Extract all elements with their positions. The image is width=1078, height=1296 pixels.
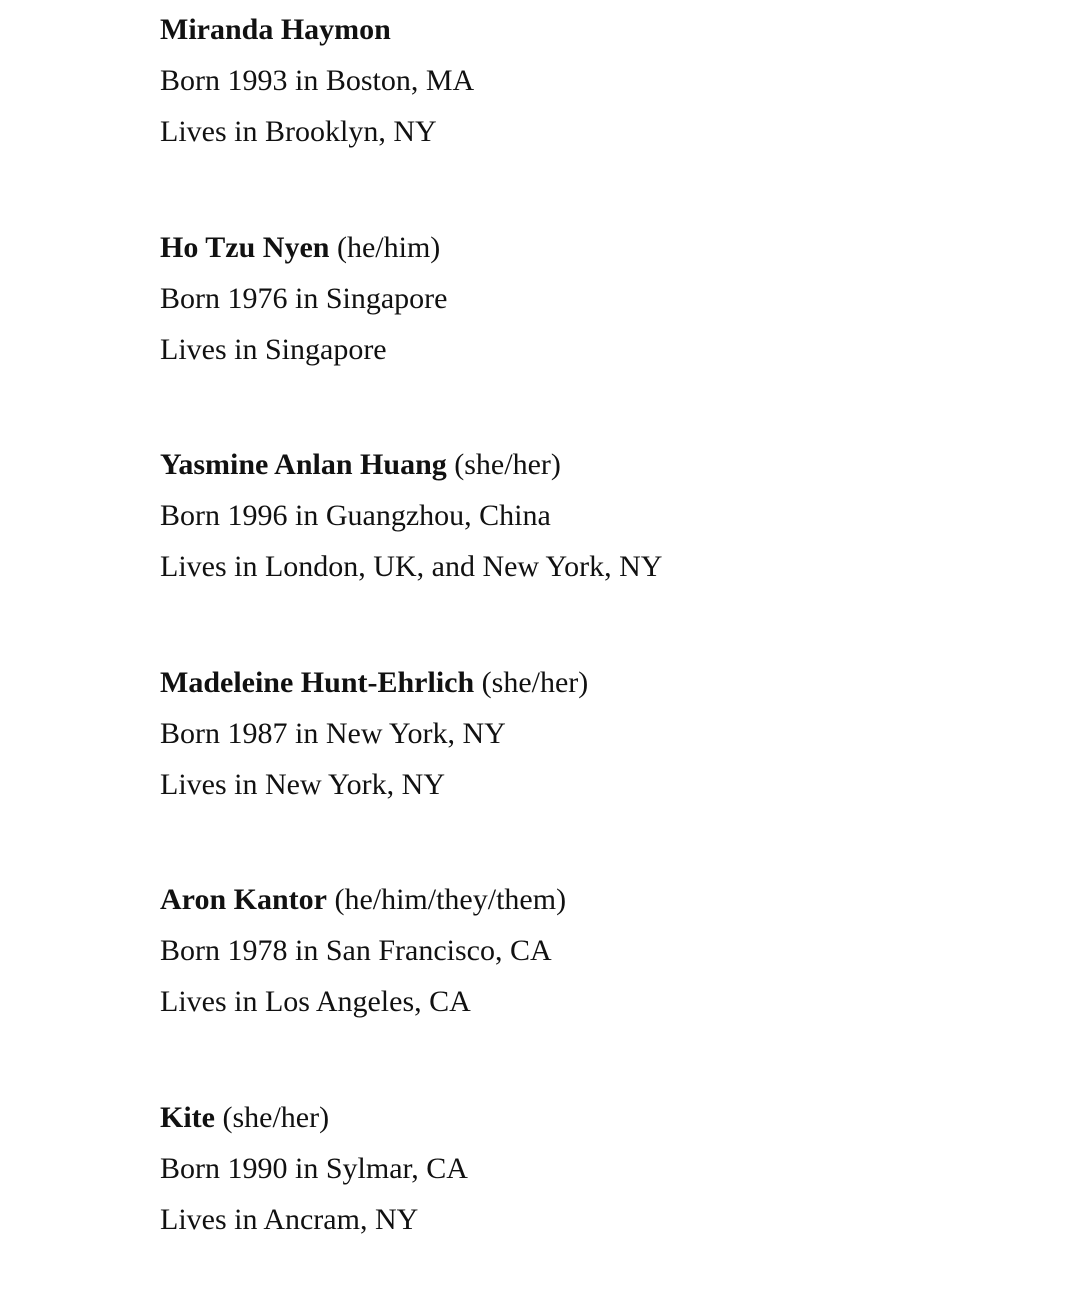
artist-name: Madeleine Hunt-Ehrlich [160, 666, 475, 699]
artist-birth: Born 1990 in Sylmar, CA [160, 1152, 468, 1185]
artist-pronouns: (she/her) [222, 1101, 330, 1134]
artist-residence: Lives in Los Angeles, CA [160, 985, 471, 1018]
artist-name-line [160, 874, 1020, 925]
artist-birth: Born 1996 in Guangzhou, China [160, 499, 551, 532]
artist-residence: Lives in New York, NY [160, 768, 445, 801]
artist-name: Ho Tzu Nyen [160, 231, 330, 264]
artist-name-line [160, 1092, 1020, 1143]
artist-residence: Lives in Brooklyn, NY [160, 115, 437, 148]
artist-entry [160, 1092, 1020, 1245]
artist-residence: Lives in London, UK, and New York, NY [160, 550, 663, 583]
artist-name: Yasmine Anlan Huang [160, 448, 447, 481]
artist-name-line [160, 4, 1020, 55]
artist-entry [160, 222, 1020, 375]
artist-name-line [160, 439, 1020, 490]
artist-name-line [160, 222, 1020, 273]
artist-name: Aron Kantor [160, 883, 327, 916]
artist-entry [160, 657, 1020, 810]
artist-birth: Born 1987 in New York, NY [160, 717, 506, 750]
artist-entry [160, 439, 1020, 592]
artist-pronouns: (she/her) [454, 448, 561, 481]
artist-residence: Lives in Singapore [160, 333, 387, 366]
artist-birth: Born 1976 in Singapore [160, 282, 448, 315]
artist-name: Kite [160, 1101, 215, 1134]
artist-entry [160, 4, 1020, 157]
artist-entry [160, 874, 1020, 1027]
artist-pronouns: (he/him) [336, 231, 441, 264]
artist-residence: Lives in Ancram, NY [160, 1203, 419, 1236]
artist-name-line [160, 657, 1020, 708]
artist-pronouns: (she/her) [481, 666, 589, 699]
artist-birth: Born 1993 in Boston, MA [160, 64, 475, 97]
artist-name: Miranda Haymon [160, 13, 391, 46]
artist-birth: Born 1978 in San Francisco, CA [160, 934, 552, 967]
artist-pronouns: (he/him/they/them) [334, 883, 567, 916]
